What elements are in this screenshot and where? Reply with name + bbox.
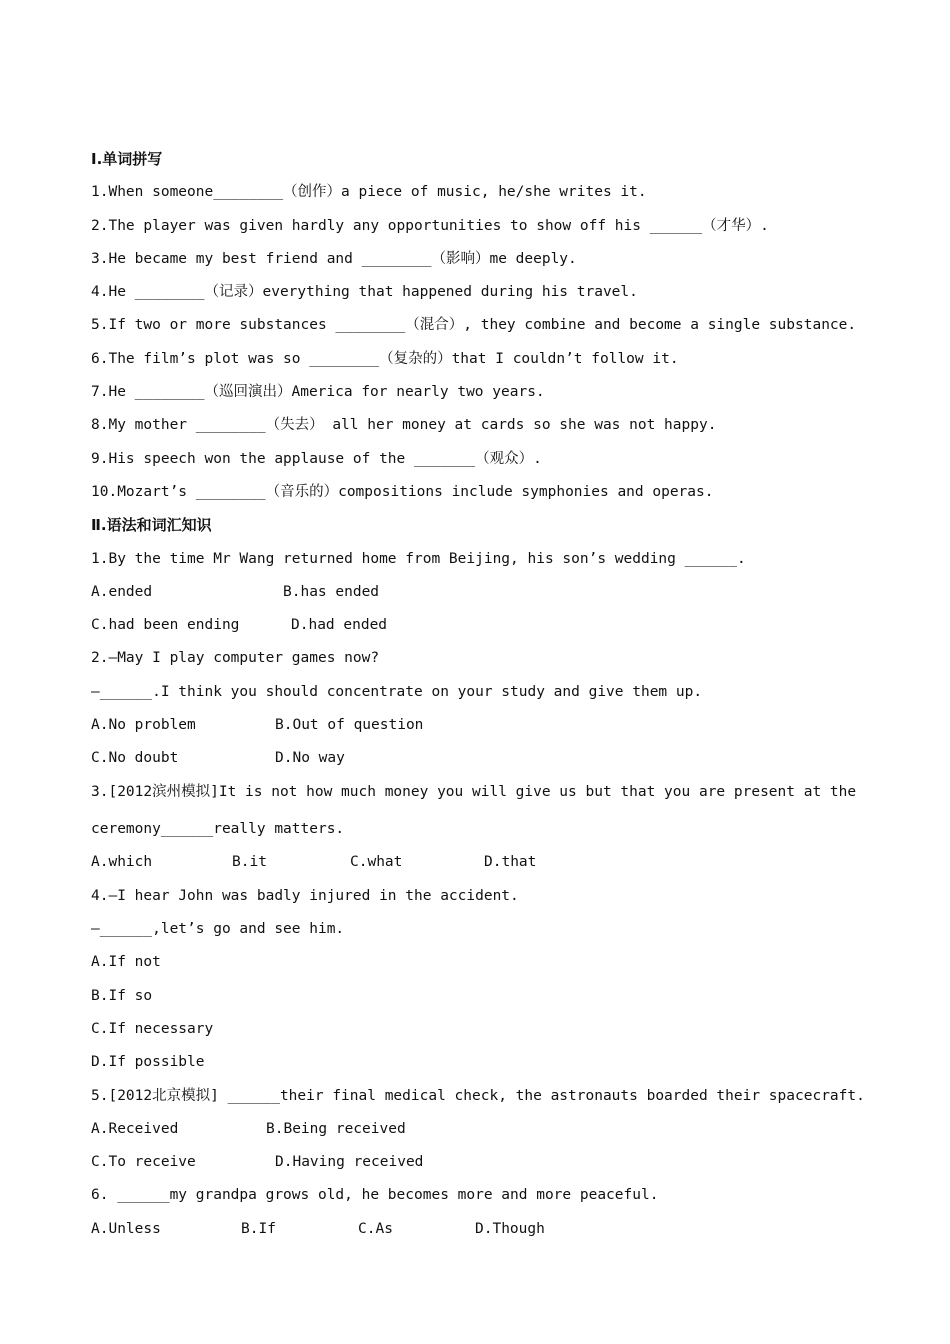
option-a: A.No problem: [91, 717, 196, 734]
question-5-stem: 5.[2012北京模拟] ______their final medical check, the astronauts boarded their spacecraft.: [91, 1087, 865, 1104]
option-b: B.Out of question: [275, 717, 424, 734]
section-heading-grammar: Ⅱ.语法和词汇知识: [91, 516, 212, 535]
question-1-stem: 1.By the time Mr Wang returned home from Beijing, his son’s wedding ______.: [91, 550, 746, 567]
option-d: D.No way: [275, 750, 345, 767]
question-6-options: [91, 1216, 881, 1249]
question-2-options-row1: [91, 712, 881, 745]
question-4-stem: 4.—I hear John was badly injured in the accident.: [91, 887, 519, 904]
option-b: B.it: [232, 854, 267, 871]
option-c: C.To receive: [91, 1154, 196, 1171]
spelling-item-6: 6.The film’s plot was so ________（复杂的）that I couldn’t follow it.: [91, 350, 679, 367]
option-b: B.If so: [91, 987, 153, 1004]
section-heading-spelling: Ⅰ.单词拼写: [91, 150, 163, 168]
option-d: D.If possible: [91, 1054, 205, 1071]
question-3-stem-continued: ceremony______really matters.: [91, 821, 345, 838]
spelling-item-2: 2.The player was given hardly any opportunities to show off his ______（才华）.: [91, 217, 769, 234]
spelling-item-8: 8.My mother ________（失去） all her money at cards so she was not happy.: [91, 417, 717, 434]
spelling-item-3: 3.He became my best friend and ________（影响）me deeply.: [91, 250, 577, 267]
question-5-options-row2: [91, 1149, 881, 1182]
spelling-item-7: 7.He ________（巡回演出）America for nearly two years.: [91, 384, 545, 401]
question-4-reply: —______,let’s go and see him.: [91, 921, 345, 938]
option-d: D.Though: [475, 1220, 545, 1237]
question-2-reply: —______.I think you should concentrate on your study and give them up.: [91, 683, 703, 700]
option-a: A.which: [91, 854, 153, 871]
question-6-stem: 6. ______my grandpa grows old, he becomes more and more peaceful.: [91, 1187, 659, 1204]
option-c: C.had been ending: [91, 617, 240, 634]
question-3-stem: 3.[2012滨州模拟]It is not how much money you will give us but that you are present at the: [91, 783, 857, 800]
option-d: D.had ended: [291, 617, 388, 634]
option-d: D.that: [484, 854, 537, 871]
spelling-item-5: 5.If two or more substances ________（混合）, they combine and become a single substance.: [91, 317, 857, 334]
spelling-item-9: 9.His speech won the applause of the _______（观众）.: [91, 450, 542, 467]
question-1-options-row2: [91, 612, 881, 645]
question-2-options-row2: [91, 745, 881, 778]
question-3-options: [91, 849, 881, 882]
option-c: C.No doubt: [91, 750, 179, 767]
spelling-item-10: 10.Mozart’s ________（音乐的）compositions include symphonies and operas.: [91, 483, 714, 500]
option-a: A.Unless: [91, 1220, 161, 1237]
spelling-item-4: 4.He ________（记录）everything that happened during his travel.: [91, 284, 638, 301]
option-a: A.ended: [91, 583, 153, 600]
question-2-stem: 2.—May I play computer games now?: [91, 650, 380, 667]
option-a: A.Received: [91, 1120, 179, 1137]
question-5-options-row1: [91, 1116, 881, 1149]
option-b: B.has ended: [283, 583, 380, 600]
option-a: A.If not: [91, 954, 161, 971]
worksheet: [91, 146, 881, 1249]
option-d: D.Having received: [275, 1154, 424, 1171]
spelling-item-1: 1.When someone________（创作）a piece of music, he/she writes it.: [91, 184, 647, 201]
question-1-options-row1: [91, 579, 881, 612]
option-b: B.Being received: [266, 1120, 406, 1137]
option-c: C.what: [350, 854, 403, 871]
option-c: C.If necessary: [91, 1020, 214, 1037]
option-c: C.As: [358, 1220, 393, 1237]
option-b: B.If: [241, 1220, 276, 1237]
